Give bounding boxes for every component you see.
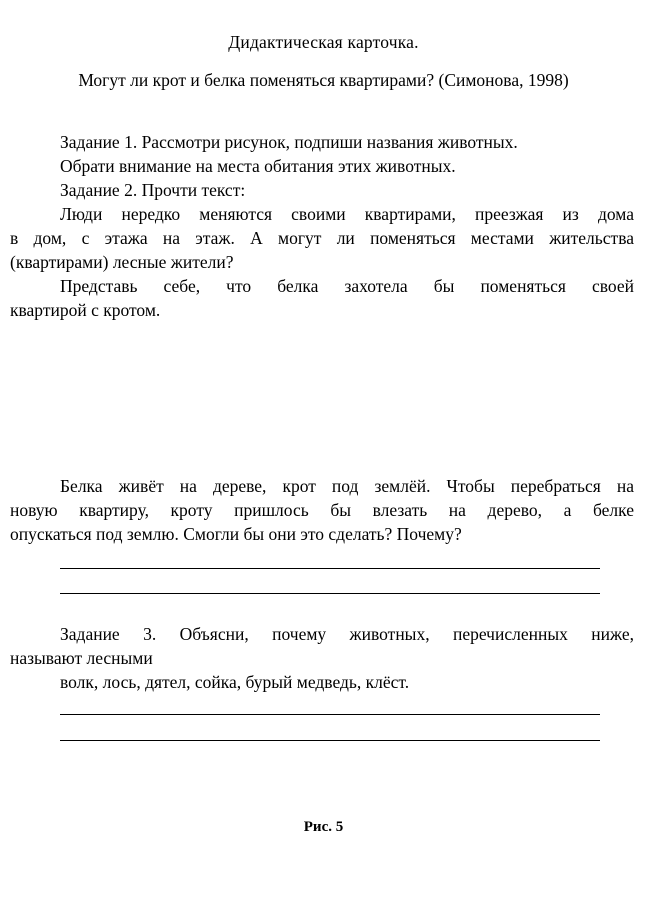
answer-line bbox=[60, 568, 600, 569]
task-3 bbox=[10, 622, 634, 694]
task-3-line-2: называют лесными bbox=[10, 648, 153, 668]
card-subtitle: Могут ли крот и белка поменяться квартирами? (Симонова, 1998) bbox=[78, 70, 569, 90]
task-2-heading: Задание 2. Прочти текст: bbox=[60, 180, 246, 200]
task-1-line-2: Обрати внимание на места обитания этих животных. bbox=[60, 156, 456, 176]
task-1 bbox=[10, 130, 634, 322]
card-title: Дидактическая карточка. bbox=[228, 32, 419, 52]
task-2-paragraph-2-line-2: квартирой с кротом. bbox=[10, 300, 161, 320]
task-2-paragraph-3-line-3: опускаться под землю. Смогли бы они это сделать? Почему? bbox=[10, 524, 462, 544]
task-1-line-1: Задание 1. Рассмотри рисунок, подпиши названия животных. bbox=[60, 132, 518, 152]
task-2-paragraph-3-line-2: новую квартиру, кроту пришлось бы влезать на дерево, а белке bbox=[10, 500, 634, 520]
task-2-paragraph-2-line-1: Представь себе, что белка захотела бы поменяться своей bbox=[60, 276, 634, 296]
task-2-continued bbox=[10, 474, 634, 546]
answer-line bbox=[60, 714, 600, 715]
task-2-paragraph-1-line-3: (квартирами) лесные жители? bbox=[10, 252, 234, 272]
task-3-animal-list: волк, лось, дятел, сойка, бурый медведь, клёст. bbox=[60, 672, 410, 692]
task-2-paragraph-1-line-2: в дом, с этажа на этаж. А могут ли поменяться местами жительства bbox=[10, 228, 634, 248]
figure-caption: Рис. 5 bbox=[303, 819, 344, 835]
task-2-paragraph-1-line-1: Люди нередко меняются своими квартирами, преезжая из дома bbox=[60, 204, 634, 224]
answer-line bbox=[60, 740, 600, 741]
answer-line bbox=[60, 593, 600, 594]
task-2-paragraph-3-line-1: Белка живёт на дереве, крот под землёй. Чтобы перебраться на bbox=[60, 476, 634, 496]
task-3-line-1: Задание 3. Объясни, почему животных, перечисленных ниже, bbox=[60, 624, 634, 644]
